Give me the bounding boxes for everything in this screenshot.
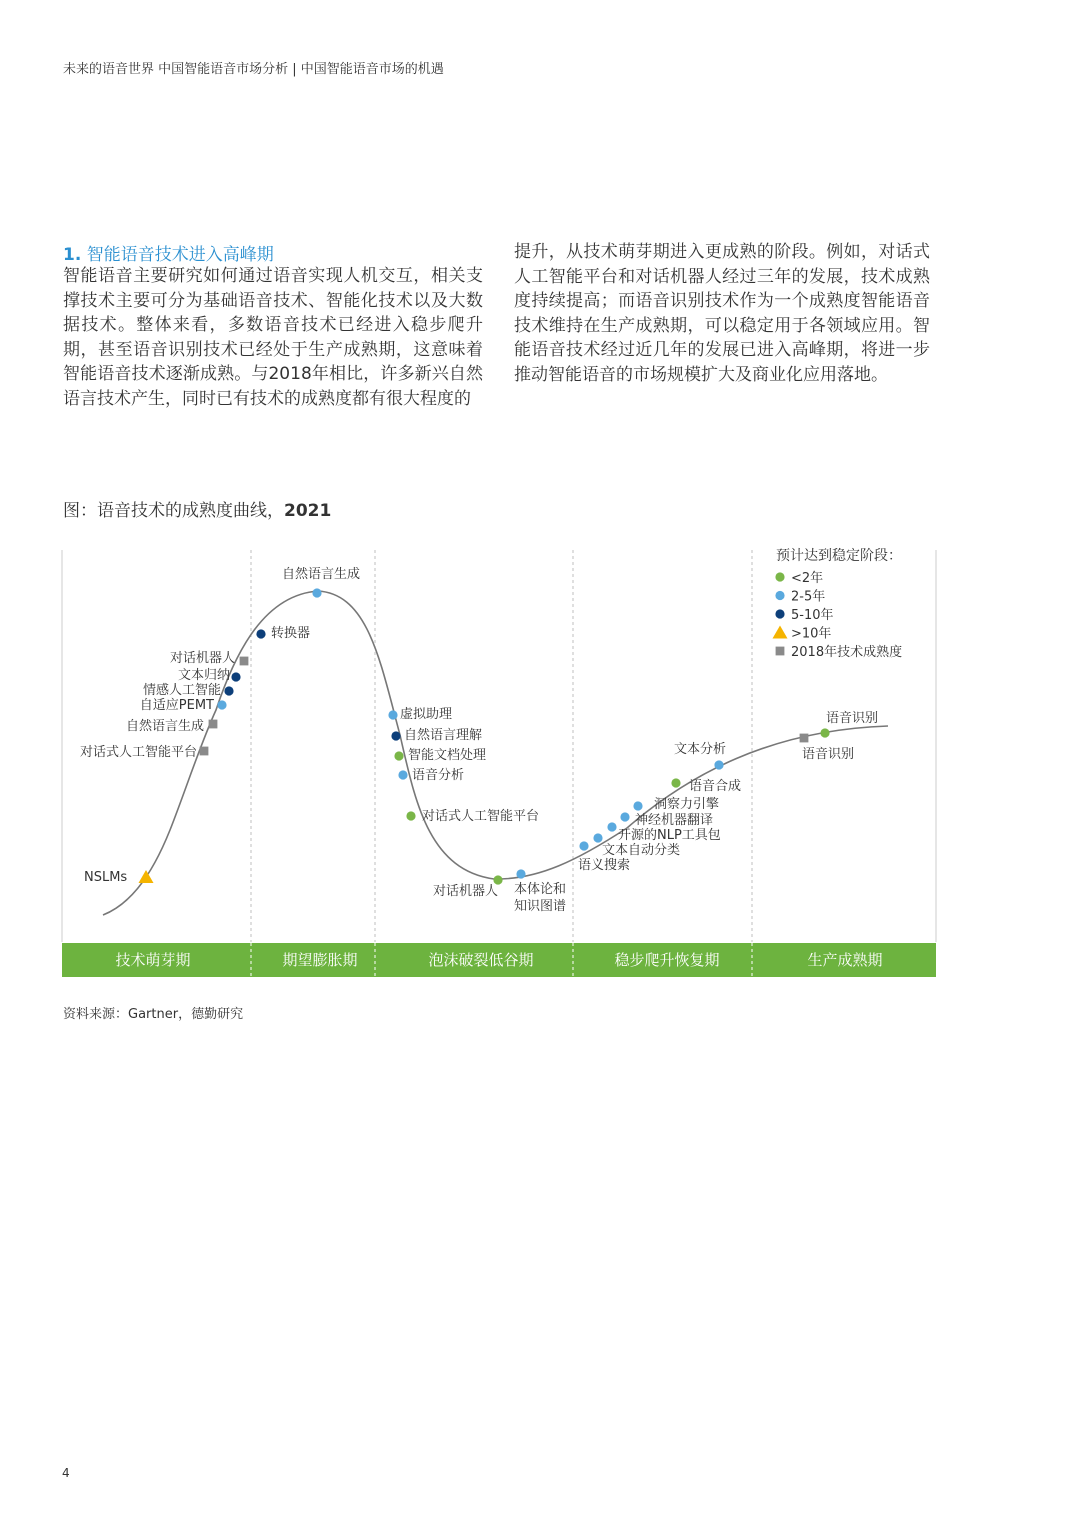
legend-marker [776,647,785,656]
legend-label: <2年 [791,571,824,586]
figure-title-text: 图：语音技术的成熟度曲线， [63,501,284,521]
chart-point [714,760,723,769]
point-label: 虚拟助理 [400,707,453,722]
hype-curve [103,591,888,915]
point-label: 自然语言理解 [404,728,483,743]
chart-point [139,870,154,883]
figure-title [63,496,331,521]
point-label: NSLMs [84,870,128,885]
phase-label: 稳步爬升恢复期 [614,951,720,969]
chart-point [240,657,249,666]
chart-point [516,869,525,878]
section-heading [63,240,274,265]
chart-point [200,747,209,756]
point-label: 语音识别 [802,747,855,762]
point-label: 对话机器人 [432,884,498,899]
point-label: 神经机器翻译 [635,813,714,828]
chart-point [633,801,642,810]
section-title: 智能语音技术进入高峰期 [86,245,274,265]
legend-label: 2-5年 [791,589,826,605]
legend-marker [775,591,784,600]
legend-label: 2018年技术成熟度 [791,645,903,660]
point-label: 语义搜索 [578,858,631,873]
chart-point [312,588,321,597]
hype-cycle-chart [0,530,1080,1030]
phase-label: 期望膨胀期 [282,951,358,969]
chart-point [620,812,629,821]
legend-label: 5-10年 [791,608,834,623]
chart-point [391,731,400,740]
point-label: 自然语言生成 [281,567,361,582]
body-text-right: 提升，从技术萌芽期进入更成熟的阶段。例如，对话式人工智能平台和对话机器人经过三年的发展，技术成熟度持续提高；而语音识别技术作为一个成熟度智能语音技术维持在生产成熟期，可以稳定用于各领域应用。智能语音技术经过近几年的发展已进入高峰期，将进一步推动智能语音的市场规模扩大及商业化应用落地。 [514,242,930,385]
phase-label: 泡沫破裂低谷期 [428,951,534,969]
point-label: 语音分析 [412,768,465,783]
body-text-left: 智能语音主要研究如何通过语音实现人机交互，相关支撑技术主要可分为基础语音技术、智能化技术以及大数据技术。整体来看，多数语音技术已经进入稳步爬升期，甚至语音识别技术已经处于生产成熟期，这意味着智能语音技术逐渐成熟。与2018年相比，许多新兴自然语言技术产生，同时已有技术的成熟度都有很大程度的 [63,266,483,409]
phase-label: 技术萌芽期 [115,951,191,969]
chart-point [256,629,265,638]
point-label: 语音合成 [689,779,742,794]
figure-title-year: 2021 [284,501,332,521]
section-number: 1. [63,245,82,265]
point-label: 对话机器人 [169,651,235,666]
point-label: 自然语言生成 [125,719,204,734]
point-label: 洞察力引擎 [654,797,720,812]
chart-point [231,672,240,681]
chart-point [800,734,809,743]
legend-marker [775,572,784,581]
chart-point [579,841,588,850]
chart-point [224,686,233,695]
point-label: 文本自动分类 [602,843,681,858]
legend-label: >10年 [791,626,832,642]
point-label: 情感人工智能 [142,683,221,698]
point-label: 本体论和知识图谱 [514,882,567,914]
chart-point [406,811,415,820]
chart-point [209,720,218,729]
point-label: 开源的NLP工具包 [618,828,721,843]
page-number: 4 [62,1466,70,1480]
chart-point [388,710,397,719]
point-label: 语音识别 [825,711,879,726]
chart-point [217,700,226,709]
point-label: 对话式人工智能平台 [79,745,197,760]
chart-point [593,833,602,842]
chart-point [394,751,403,760]
legend-title: 预计达到稳定阶段： [776,548,902,564]
phase-label: 生产成熟期 [807,951,883,969]
running-header: 未来的语音世界 中国智能语音市场分析 | 中国智能语音市场的机遇 [63,62,444,77]
point-label: 文本分析 [673,742,727,757]
figure-source: 资料来源：Gartner，德勤研究 [63,1007,244,1022]
legend-marker [773,626,788,639]
chart-point [607,822,616,831]
legend-marker [775,609,784,618]
point-label: 文本归纳 [177,668,230,683]
point-label: 转换器 [271,626,311,641]
chart-point [671,778,680,787]
point-label: 自适应PEMT [139,698,214,713]
chart-point [820,728,829,737]
chart-point [398,770,407,779]
point-label: 智能文档处理 [408,748,487,763]
point-label: 对话式人工智能平台 [422,809,540,824]
